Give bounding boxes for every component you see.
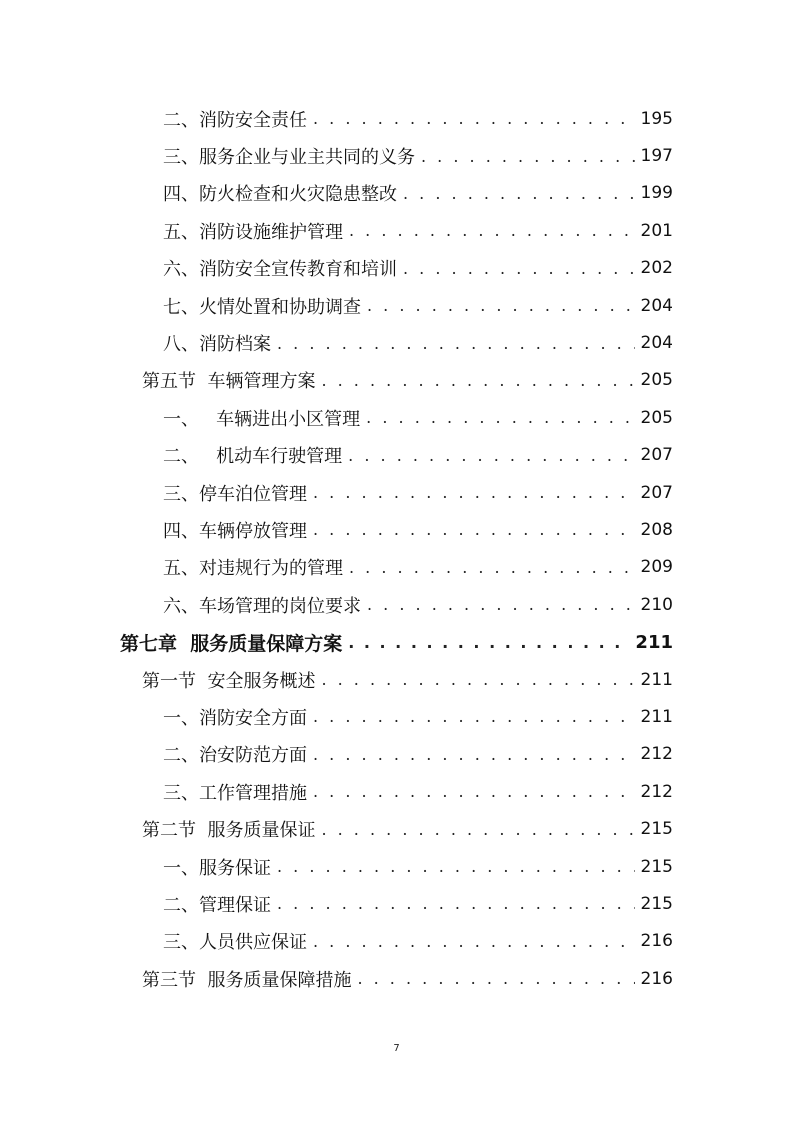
toc-entry-title: 第三节 服务质量保障措施 — [142, 969, 352, 991]
toc-entry-title: 第五节 车辆管理方案 — [142, 371, 316, 393]
toc-section-entry[interactable] — [0, 362, 793, 399]
toc-entry-title: 三、人员供应保证 — [163, 932, 307, 954]
toc-dot-leader — [348, 633, 629, 652]
toc-dot-leader — [367, 595, 635, 614]
toc-entry-page: 205 — [640, 370, 673, 391]
toc-entry-title: 六、消防安全宣传教育和培训 — [163, 259, 397, 281]
toc-entry-page: 215 — [640, 819, 673, 840]
toc-entry[interactable] — [0, 736, 793, 773]
table-of-contents — [0, 100, 793, 997]
toc-entry[interactable] — [0, 848, 793, 885]
toc-entry-title: 四、车辆停放管理 — [163, 520, 307, 542]
toc-dot-leader — [321, 820, 634, 839]
toc-entry[interactable] — [0, 175, 793, 212]
toc-entry[interactable] — [0, 923, 793, 960]
toc-entry-page: 205 — [640, 407, 673, 428]
page-number: 7 — [393, 1043, 400, 1054]
toc-entry[interactable] — [0, 212, 793, 249]
toc-dot-leader — [313, 109, 635, 128]
toc-dot-leader — [313, 707, 635, 726]
toc-dot-leader — [313, 483, 635, 502]
toc-entry-title: 二、管理保证 — [163, 894, 271, 916]
toc-dot-leader — [313, 520, 635, 539]
toc-entry-title: 三、工作管理措施 — [163, 782, 307, 804]
toc-dot-leader — [357, 969, 634, 988]
toc-section-entry[interactable] — [0, 960, 793, 997]
toc-dot-leader — [403, 259, 635, 278]
toc-entry-page: 209 — [640, 557, 673, 578]
toc-entry-page: 207 — [640, 482, 673, 503]
toc-entry-page: 212 — [640, 744, 673, 765]
toc-entry-page: 212 — [640, 781, 673, 802]
toc-entry[interactable] — [0, 698, 793, 735]
toc-entry-title: 二、 机动车行驶管理 — [163, 446, 343, 468]
toc-entry-page: 211 — [640, 669, 673, 690]
toc-dot-leader — [313, 932, 635, 951]
toc-entry-title: 一、服务保证 — [163, 857, 271, 879]
toc-entry-title: 一、消防安全方面 — [163, 707, 307, 729]
toc-entry-page: 201 — [640, 220, 673, 241]
toc-dot-leader — [403, 184, 635, 203]
toc-dot-leader — [277, 894, 635, 913]
toc-entry-title: 八、消防档案 — [163, 334, 271, 356]
toc-dot-leader — [313, 745, 635, 764]
toc-dot-leader — [367, 296, 635, 315]
toc-entry[interactable] — [0, 586, 793, 623]
toc-entry-title: 第七章 服务质量保障方案 — [120, 632, 343, 655]
toc-dot-leader — [321, 371, 634, 390]
toc-entry-title: 第一节 安全服务概述 — [142, 670, 316, 692]
toc-entry-page: 211 — [640, 706, 673, 727]
toc-entry-title: 三、停车泊位管理 — [163, 483, 307, 505]
toc-entry-page: 210 — [640, 594, 673, 615]
toc-section-entry[interactable] — [0, 810, 793, 847]
toc-entry-page: 208 — [640, 519, 673, 540]
toc-entry-title: 六、车场管理的岗位要求 — [163, 595, 361, 617]
toc-entry[interactable] — [0, 437, 793, 474]
toc-entry-page: 197 — [640, 146, 673, 167]
toc-entry[interactable] — [0, 137, 793, 174]
toc-entry[interactable] — [0, 287, 793, 324]
toc-dot-leader — [348, 446, 634, 465]
toc-entry[interactable] — [0, 773, 793, 810]
toc-entry-page: 195 — [640, 108, 673, 129]
toc-entry-title: 一、 车辆进出小区管理 — [163, 408, 361, 430]
toc-entry-page: 204 — [640, 333, 673, 354]
toc-entry[interactable] — [0, 250, 793, 287]
toc-dot-leader — [313, 782, 635, 801]
toc-entry[interactable] — [0, 324, 793, 361]
toc-entry[interactable] — [0, 399, 793, 436]
toc-dot-leader — [366, 408, 634, 427]
toc-entry-title: 七、火情处置和协助调查 — [163, 296, 361, 318]
toc-entry[interactable] — [0, 100, 793, 137]
toc-entry-page: 215 — [640, 856, 673, 877]
toc-entry-title: 五、消防设施维护管理 — [163, 221, 343, 243]
toc-dot-leader — [321, 670, 634, 689]
toc-entry[interactable] — [0, 885, 793, 922]
toc-entry-page: 211 — [635, 631, 673, 653]
toc-entry-page: 204 — [640, 295, 673, 316]
toc-entry-page: 207 — [640, 445, 673, 466]
toc-entry[interactable] — [0, 474, 793, 511]
toc-chapter-entry[interactable] — [0, 623, 793, 660]
toc-entry-page: 202 — [640, 258, 673, 279]
toc-dot-leader — [349, 558, 635, 577]
toc-entry-title: 五、对违规行为的管理 — [163, 558, 343, 580]
toc-entry-title: 三、服务企业与业主共同的义务 — [163, 147, 415, 169]
toc-entry-page: 216 — [640, 968, 673, 989]
toc-dot-leader — [349, 221, 635, 240]
toc-entry-page: 199 — [640, 183, 673, 204]
toc-entry[interactable] — [0, 511, 793, 548]
toc-entry-title: 四、防火检查和火灾隐患整改 — [163, 184, 397, 206]
toc-entry-page: 215 — [640, 893, 673, 914]
toc-dot-leader — [277, 334, 635, 353]
toc-entry-title: 二、治安防范方面 — [163, 745, 307, 767]
toc-dot-leader — [421, 147, 635, 166]
toc-entry-page: 216 — [640, 931, 673, 952]
toc-dot-leader — [277, 857, 635, 876]
toc-section-entry[interactable] — [0, 661, 793, 698]
toc-entry-title: 第二节 服务质量保证 — [142, 820, 316, 842]
toc-entry[interactable] — [0, 549, 793, 586]
toc-entry-title: 二、消防安全责任 — [163, 109, 307, 131]
